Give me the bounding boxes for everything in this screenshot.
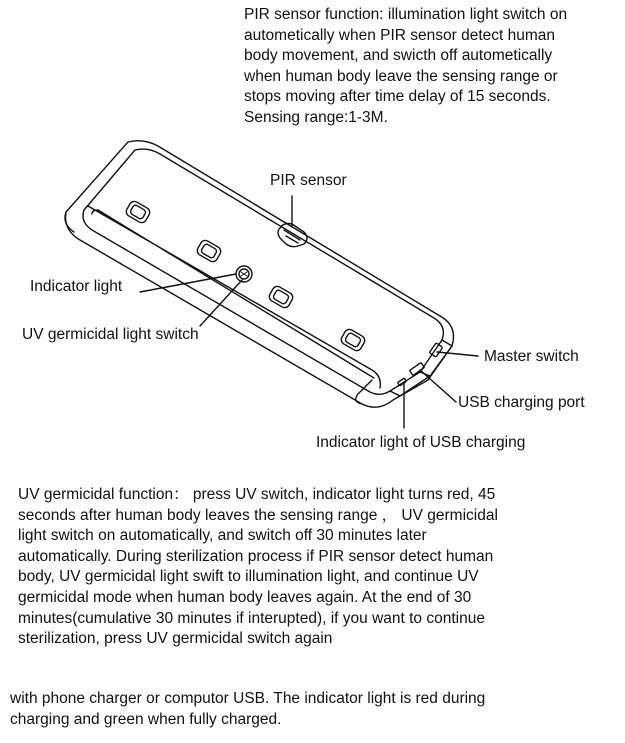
usb-indicator-icon [398, 378, 407, 386]
label-uv-switch: UV germicidal light switch [22, 326, 199, 343]
led-lamp-icon [339, 328, 366, 353]
label-master-switch: Master switch [484, 348, 579, 365]
label-usb-port: USB charging port [458, 394, 585, 411]
device-top-face [83, 149, 443, 394]
leader-uv-switch [200, 280, 242, 326]
led-lamp-icon [267, 285, 294, 310]
led-lamp-icon [195, 239, 222, 264]
label-usb-indicator: Indicator light of USB charging [316, 434, 526, 451]
uv-switch-button-icon [236, 266, 252, 282]
label-pir-sensor: PIR sensor [270, 172, 347, 189]
device-body-outline [66, 141, 454, 408]
label-indicator-light: Indicator light [30, 278, 123, 295]
usb-charging-description: with phone charger or computor USB. The indicator light is red during charging and green when fully charged. [10, 690, 486, 728]
device-front-lip [88, 206, 380, 388]
pir-function-description: PIR sensor function: illumination light switch on autometically when PIR sensor detect human body movement, and swicth off autometically when human body leave the sensing range or stops moving after time delay of 15 seconds. Sensing range:1-3M. [244, 6, 568, 126]
leader-usb-port [420, 370, 456, 402]
led-lamp-icon [124, 200, 151, 225]
uv-function-description: UV germicidal function： press UV switch, indicator light turns red, 45 seconds after human body leaves the sensing range ， UV germicidal light switch on automatically, and switch off 30 minutes later automatically. During sterilization process if PIR sensor detect human body, UV germicidal light swift to illumination light, and continue UV germicidal mode when human body leaves again. At the end of 30 minutes(cumulative 30 minutes if interupted), if you want to continue sterilization, press UV germicidal switch again [18, 486, 498, 648]
leader-master [437, 352, 478, 356]
